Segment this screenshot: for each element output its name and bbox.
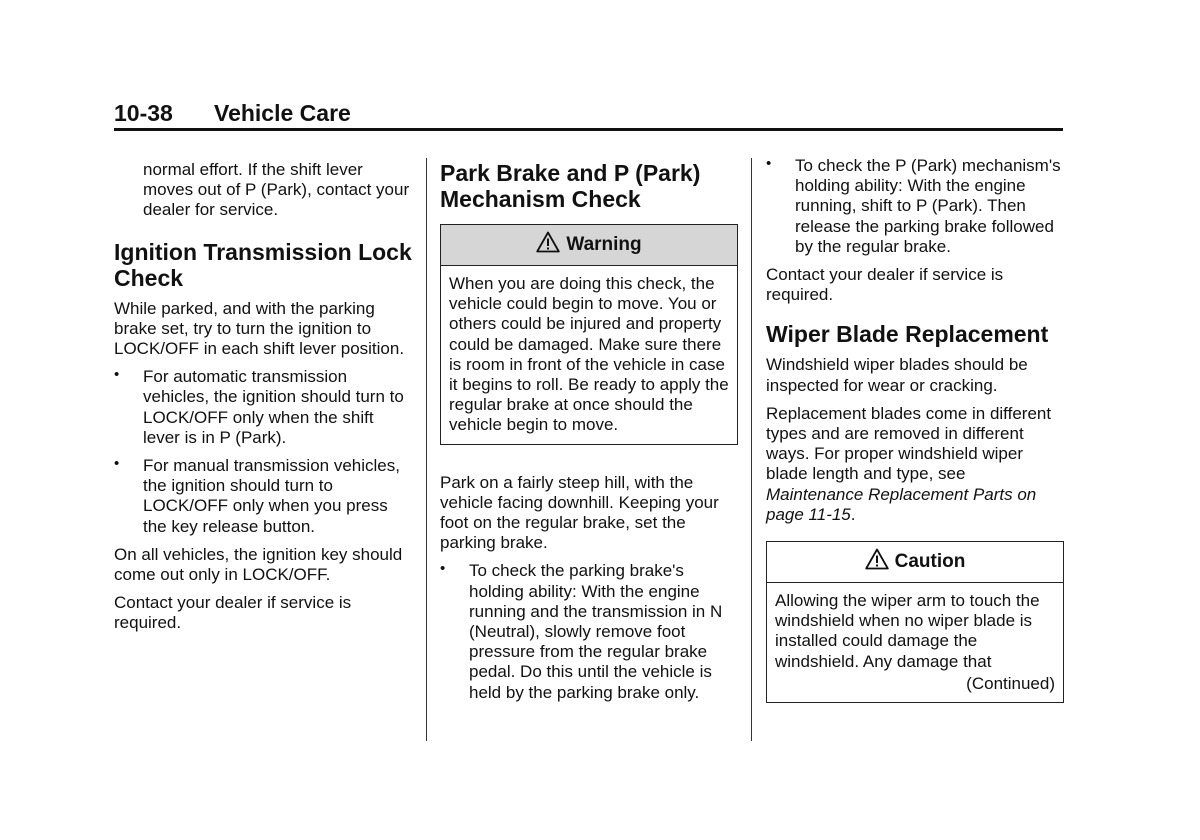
warning-box: [440, 224, 738, 445]
caution-box: [766, 541, 1064, 703]
continued-paragraph: normal effort. If the shift lever moves out of P (Park), contact your dealer for service.: [143, 160, 410, 220]
page-number: 10-38: [114, 100, 173, 126]
warning-text: When you are doing this check, the vehicle could begin to move. You or others could be injured and property could be damaged. Make sure there is room in front of the vehicle in case it begins to roll. Be ready to apply the regular brake at once should the vehicle begin to move.: [449, 274, 729, 435]
list-item: • For manual transmission vehicles, the ignition should turn to LOCK/OFF only when you press the key release button.: [114, 455, 400, 536]
warning-triangle-icon: [865, 548, 889, 570]
warning-triangle-icon: [536, 231, 560, 253]
column-1: [114, 160, 414, 642]
list-item: • To check the parking brake's holding ability: With the engine running and the transmission in N (Neutral), slowly remove foot pressure from the regular brake pedal. Do this until the vehicle is held by the parking brake only.: [440, 560, 723, 702]
paragraph: Park on a fairly steep hill, with the vehicle facing downhill. Keeping your foot on the regular brake, set the parking brake.: [440, 472, 719, 553]
caution-text: Allowing the wiper arm to touch the windshield when no wiper blade is installed could damage the windshield. Any damage that: [775, 591, 1040, 671]
paragraph: Windshield wiper blades should be inspected for wear or cracking.: [766, 355, 1028, 395]
caution-label: Caution: [894, 551, 966, 573]
section-heading: Wiper Blade Replacement: [766, 321, 1049, 348]
warning-label: Warning: [566, 234, 642, 255]
bullet-list: [440, 561, 738, 702]
paragraph: Contact your dealer if service is required.: [766, 265, 1004, 305]
header-rule: [114, 128, 1063, 131]
caution-body: [767, 583, 1063, 702]
warning-header: [441, 225, 737, 266]
bullet-icon: •: [114, 455, 120, 473]
section-heading: Park Brake and P (Park) Mechanism Check: [440, 160, 701, 212]
column-2: [440, 160, 738, 711]
list-item: • To check the P (Park) mechanism's holding ability: With the engine running, shift to P (Park). Then release the parking brake followed by the regular brake.: [766, 155, 1061, 256]
paragraph: While parked, and with the parking brake set, try to turn the ignition to LOCK/OFF in each shift lever position.: [114, 298, 405, 359]
paragraph: Contact your dealer if service is required.: [114, 593, 352, 633]
column-3: [766, 156, 1064, 711]
caution-header: [767, 542, 1063, 583]
paragraph: Replacement blades come in different types and are removed in different ways. For proper windshield wiper blade length and type, see Maintenance Replacement Parts on page 11-15.: [766, 403, 1052, 524]
bullet-icon: •: [114, 366, 120, 384]
column-divider: [426, 158, 427, 741]
cross-reference-link: Maintenance Replacement Parts on page 11-15: [766, 484, 1037, 524]
section-heading: Ignition Transmission Lock Check: [114, 238, 412, 291]
bullet-list: [766, 156, 1064, 257]
bullet-icon: •: [766, 155, 772, 172]
column-divider: [751, 158, 752, 741]
paragraph: On all vehicles, the ignition key should come out only in LOCK/OFF.: [114, 544, 403, 585]
continued-label: (Continued): [966, 673, 1055, 693]
section-title: Vehicle Care: [214, 100, 351, 126]
list-item: • For automatic transmission vehicles, the ignition should turn to LOCK/OFF only when the shift lever is in P (Park).: [114, 366, 404, 447]
bullet-icon: •: [440, 560, 446, 578]
bullet-list: [114, 367, 414, 537]
